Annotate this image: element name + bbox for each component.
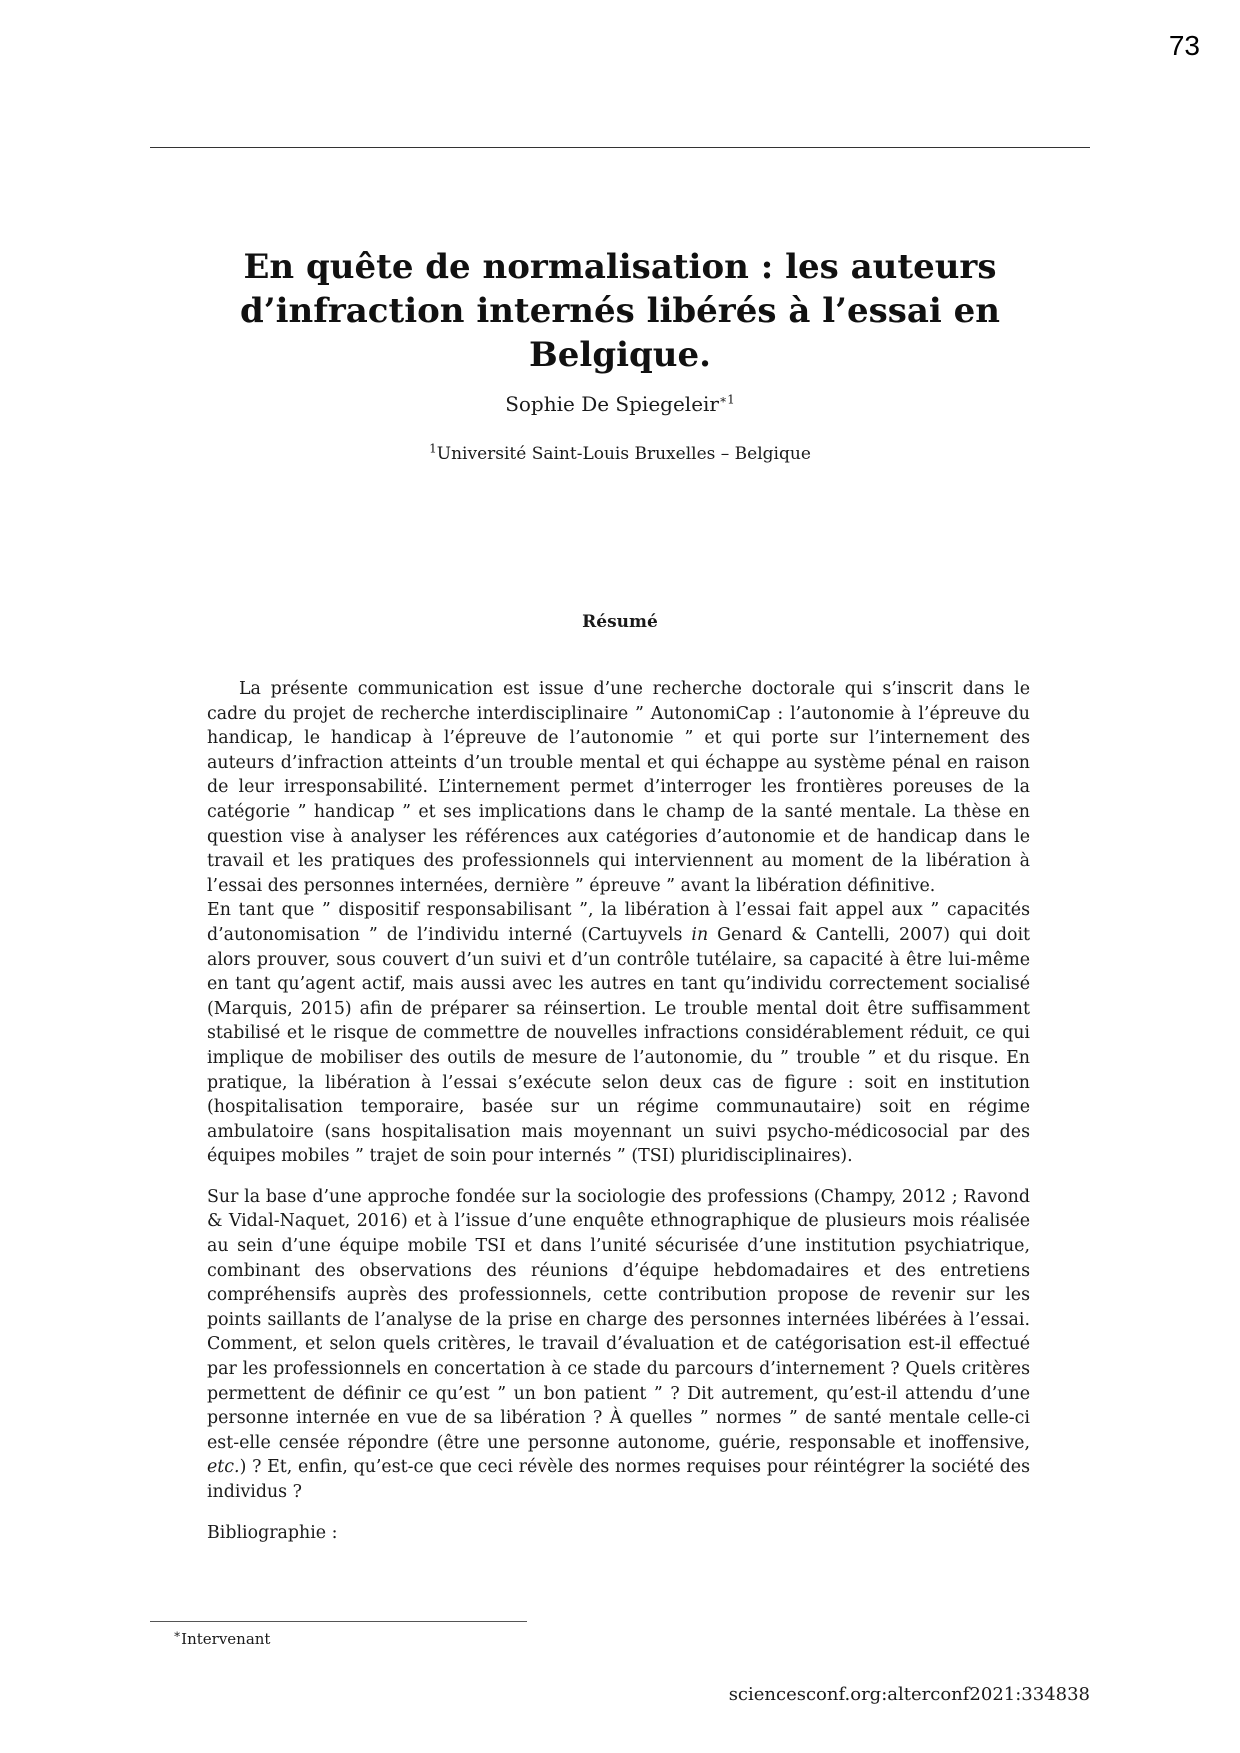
abstract-paragraph-2 — [207, 898, 1030, 1169]
paragraph-2-text-b: Genard & Cantelli, 2007) qui doit alors prouver, sous couvert d’un suivi et d’un contrôle tutélaire, sa capacité à être lui-même en tant qu’agent actif, mais aussi avec les autres en tant qu’individu correctement socialisé (Marquis, 2015) afin de préparer sa réinsertion. Le trouble mental doit être suffisamment stabilisé et le risque de commettre de nouvelles infractions considérablement réduit, ce qui implique de mobiliser des outils de mesure de l’autonomie, du ” trouble ” et du risque. En pratique, la libération à l’essai s’exécute selon deux cas de figure : soit en institution (hospitalisation temporaire, basée sur un régime communautaire) soit en régime ambulatoire (sans hospitalisation mais moyennant un suivi psycho-médicosocial par des équipes mobiles ” trajet de soin pour internés ” (TSI) pluridisciplinaires). — [207, 924, 1030, 1167]
author-line — [150, 392, 1090, 416]
author-marks: ∗1 — [719, 392, 735, 407]
paragraph-3-text-a: Sur la base d’une approche fondée sur la sociologie des professions (Champy, 2012 ; Ravond & Vidal-Naquet, 2016) et à l’issue d’une enquête ethnographique de plusieurs mois réalisée au sein d’une équipe mobile TSI et dans l’unité sécurisée d’une institution psychiatrique, combinant des observations des réunions d’équipe hebdomadaires et des entretiens compréhensifs auprès des professionnels, cette contribution propose de revenir sur les points saillants de l’analyse de la prise en charge des personnes internées libérées à l’essai. Comment, et selon quels critères, le travail d’évaluation et de catégorisation est-il effectué par les professionnels en concertation à ce stade du parcours d’internement ? Quels critères permettent de définir ce qu’est ” un bon patient ” ? Dit autrement, qu’est-il attendu d’une personne internée en vue de sa libération ? À quelles ” normes ” de santé mentale celle-ci est-elle censée répondre (être une personne autonome, guérie, responsable et inoffensive, — [207, 1186, 1030, 1453]
footnote-rule — [150, 1621, 527, 1622]
footer-identifier: sciencesconf.org:alterconf2021:334838 — [728, 1684, 1090, 1705]
page-number: 73 — [1168, 30, 1200, 61]
abstract-body — [207, 677, 1030, 1545]
header-rule — [150, 147, 1090, 148]
affiliation-text: Université Saint-Louis Bruxelles – Belgique — [436, 444, 811, 464]
paragraph-2-text-a: En tant que ” dispositif responsabilisant ”, la libération à l’essai fait appel aux ” capacités d’autonomisation ” de l’individu interné (Cartuyvels — [207, 900, 1030, 945]
bibliography-label: Bibliographie : — [207, 1522, 338, 1543]
affiliation-mark: 1 — [429, 441, 437, 456]
abstract-heading: Résumé — [582, 612, 658, 632]
paragraph-2-italic-in: in — [691, 924, 709, 945]
footnote — [173, 1627, 271, 1648]
paragraph-3-italic-etc: etc. — [207, 1457, 240, 1478]
paragraph-3-text-b: ) ? Et, enfin, qu’est-ce que ceci révèle des normes requises pour réintégrer la société des individus ? — [207, 1457, 1030, 1502]
paper-title: En quête de normalisation : les auteurs d’infraction internés libérés à l’essai en Belgique. — [239, 247, 1001, 375]
abstract-paragraph-3 — [207, 1185, 1030, 1505]
affiliation-line — [150, 441, 1090, 464]
author-name: Sophie De Spiegeleir — [505, 392, 719, 416]
abstract-paragraph-1: La présente communication est issue d’une recherche doctorale qui s’inscrit dans le cadre du projet de recherche interdisciplinaire ” AutonomiCap : l’autonomie à l’épreuve du handicap, le handicap à l’épreuve de l’autonomie ” et qui porte sur l’internement des auteurs d’infraction atteints d’un trouble mental et qui échappe au système pénal en raison de leur irresponsabilité. L’internement permet d’interroger les frontières poreuses de la catégorie ” handicap ” et ses implications dans le champ de la santé mentale. La thèse en question vise à analyser les références aux catégories d’autonomie et de handicap dans le travail et les pratiques des professionnels qui interviennent au moment de la libération à l’essai des personnes internées, dernière ” épreuve ” avant la libération définitive. — [207, 679, 1030, 896]
footnote-text: Intervenant — [181, 1630, 271, 1648]
footnote-mark: ∗ — [173, 1627, 182, 1641]
